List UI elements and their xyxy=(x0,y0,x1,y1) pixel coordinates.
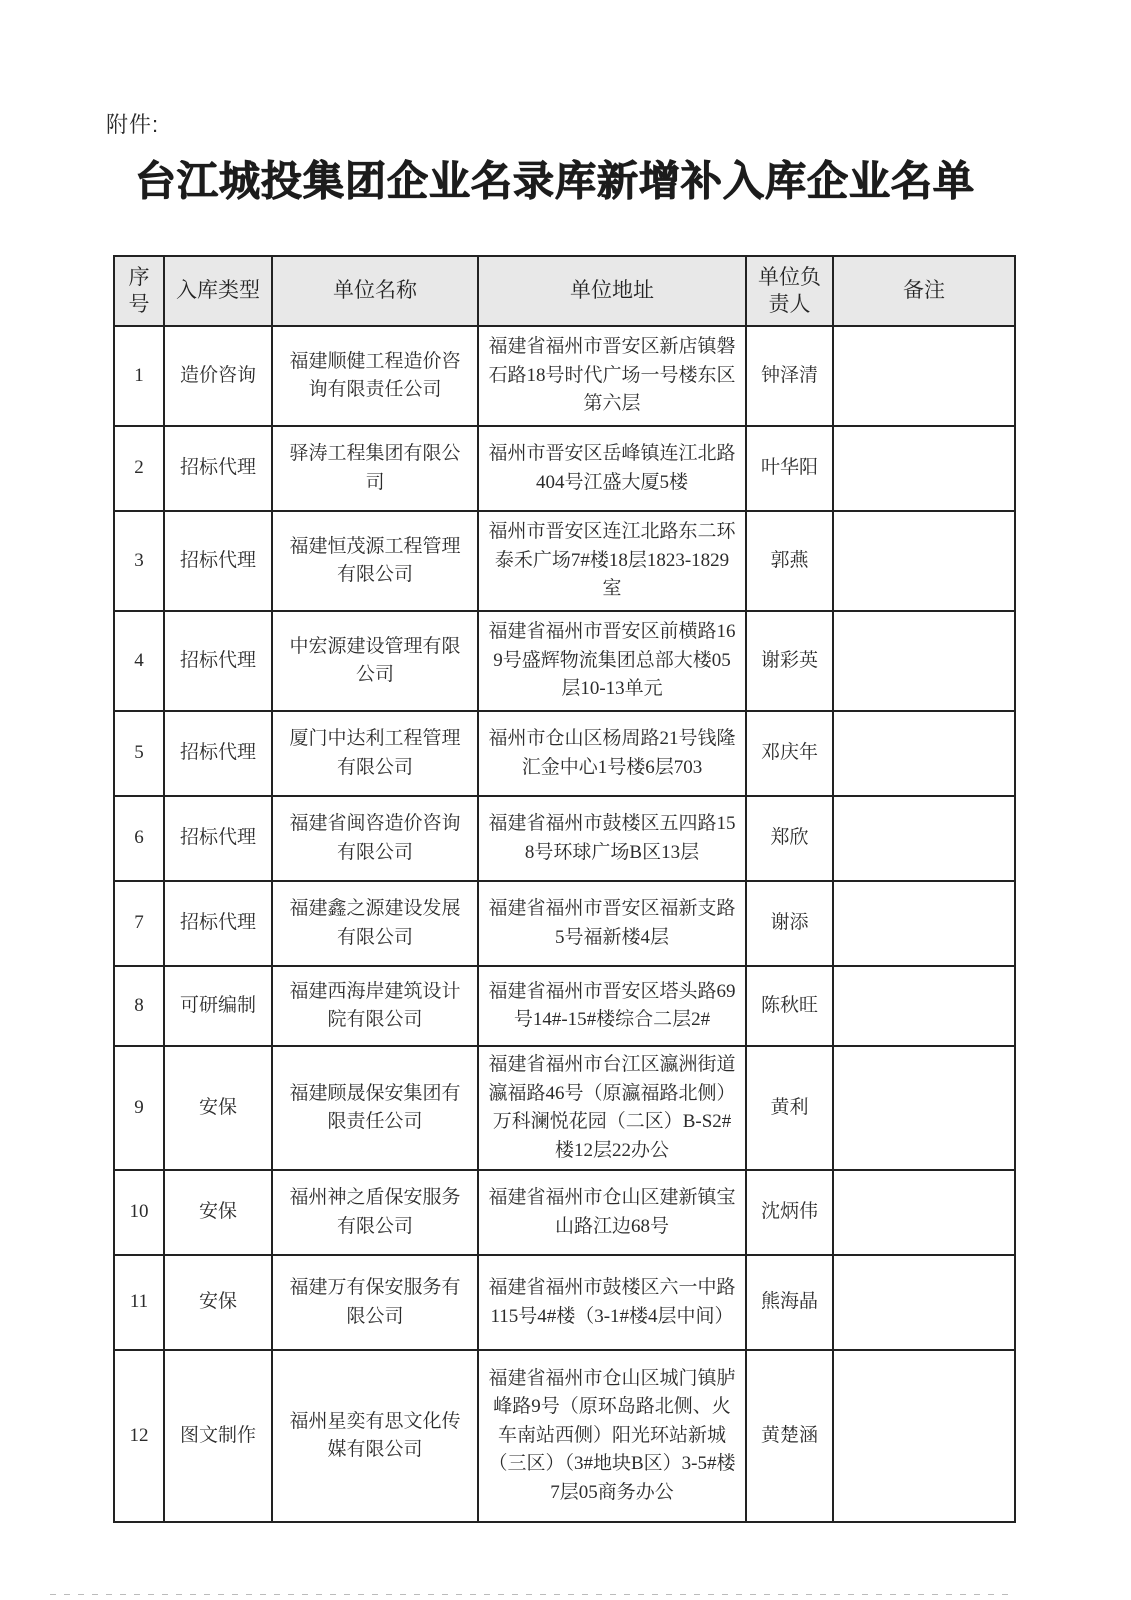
cell-unit-address: 福州市晋安区岳峰镇连江北路404号江盛大厦5楼 xyxy=(478,426,746,511)
cell-unit-address: 福建省福州市晋安区前横路169号盛辉物流集团总部大楼05层10-13单元 xyxy=(478,611,746,711)
cell-entry-type: 招标代理 xyxy=(164,796,272,881)
table-row xyxy=(114,511,1015,611)
cell-unit-address: 福建省福州市仓山区建新镇宝山路江边68号 xyxy=(478,1170,746,1255)
cell-unit-contact: 谢彩英 xyxy=(746,611,833,711)
cell-unit-address: 福州市仓山区杨周路21号钱隆汇金中心1号楼6层703 xyxy=(478,711,746,796)
cell-unit-address: 福州市晋安区连江北路东二环泰禾广场7#楼18层1823-1829室 xyxy=(478,511,746,611)
cell-remark xyxy=(833,966,1015,1046)
cell-unit-address: 福建省福州市晋安区新店镇磐石路18号时代广场一号楼东区第六层 xyxy=(478,326,746,426)
cell-unit-address: 福建省福州市台江区瀛洲街道瀛福路46号（原瀛福路北侧）万科澜悦花园（二区）B-S2#楼12层22办公 xyxy=(478,1046,746,1170)
header-cell: 备注 xyxy=(833,256,1015,326)
page-title: 台江城投集团企业名录库新增补入库企业名单 xyxy=(135,158,975,204)
cell-remark xyxy=(833,1255,1015,1350)
table-row xyxy=(114,611,1015,711)
cell-remark xyxy=(833,1046,1015,1170)
cell-entry-type: 造价咨询 xyxy=(164,326,272,426)
cell-remark xyxy=(833,611,1015,711)
scan-edge-artifact xyxy=(50,1594,1010,1595)
cell-unit-contact: 陈秋旺 xyxy=(746,966,833,1046)
cell-unit-contact: 黄利 xyxy=(746,1046,833,1170)
cell-unit-name: 福建顾晟保安集团有限责任公司 xyxy=(272,1046,478,1170)
cell-entry-type: 安保 xyxy=(164,1046,272,1170)
cell-row-number: 4 xyxy=(114,611,164,711)
cell-row-number: 5 xyxy=(114,711,164,796)
table-row xyxy=(114,796,1015,881)
cell-entry-type: 安保 xyxy=(164,1170,272,1255)
cell-unit-address: 福建省福州市鼓楼区五四路158号环球广场B区13层 xyxy=(478,796,746,881)
header-cell: 单位名称 xyxy=(272,256,478,326)
cell-unit-name: 福州星奕有思文化传媒有限公司 xyxy=(272,1350,478,1522)
cell-remark xyxy=(833,1170,1015,1255)
cell-entry-type: 招标代理 xyxy=(164,711,272,796)
table-row xyxy=(114,881,1015,966)
table-row xyxy=(114,1170,1015,1255)
table-row xyxy=(114,326,1015,426)
cell-unit-address: 福建省福州市晋安区塔头路69号14#-15#楼综合二层2# xyxy=(478,966,746,1046)
cell-entry-type: 安保 xyxy=(164,1255,272,1350)
cell-row-number: 6 xyxy=(114,796,164,881)
table-row xyxy=(114,1046,1015,1170)
cell-remark xyxy=(833,326,1015,426)
table-row xyxy=(114,426,1015,511)
cell-unit-name: 福建西海岸建筑设计院有限公司 xyxy=(272,966,478,1046)
cell-unit-address: 福建省福州市晋安区福新支路5号福新楼4层 xyxy=(478,881,746,966)
cell-row-number: 3 xyxy=(114,511,164,611)
attachment-label: 附件: xyxy=(106,112,160,137)
cell-remark xyxy=(833,881,1015,966)
cell-remark xyxy=(833,711,1015,796)
cell-unit-contact: 钟泽清 xyxy=(746,326,833,426)
cell-row-number: 7 xyxy=(114,881,164,966)
cell-entry-type: 招标代理 xyxy=(164,511,272,611)
cell-unit-contact: 邓庆年 xyxy=(746,711,833,796)
table-row xyxy=(114,1255,1015,1350)
cell-unit-contact: 叶华阳 xyxy=(746,426,833,511)
cell-unit-address: 福建省福州市仓山区城门镇胪峰路9号（原环岛路北侧、火车南站西侧）阳光环站新城（三区）（3#地块B区）3-5#楼7层05商务办公 xyxy=(478,1350,746,1522)
cell-row-number: 8 xyxy=(114,966,164,1046)
cell-unit-name: 驿涛工程集团有限公司 xyxy=(272,426,478,511)
cell-unit-contact: 郑欣 xyxy=(746,796,833,881)
cell-row-number: 2 xyxy=(114,426,164,511)
header-cell: 单位负责人 xyxy=(746,256,833,326)
table-row xyxy=(114,966,1015,1046)
cell-entry-type: 招标代理 xyxy=(164,426,272,511)
cell-unit-name: 福建省闽咨造价咨询有限公司 xyxy=(272,796,478,881)
cell-row-number: 11 xyxy=(114,1255,164,1350)
cell-remark xyxy=(833,1350,1015,1522)
cell-unit-name: 厦门中达利工程管理有限公司 xyxy=(272,711,478,796)
company-table-container xyxy=(113,255,1014,1523)
cell-entry-type: 图文制作 xyxy=(164,1350,272,1522)
cell-unit-address: 福建省福州市鼓楼区六一中路115号4#楼（3-1#楼4层中间） xyxy=(478,1255,746,1350)
cell-unit-name: 福建万有保安服务有限公司 xyxy=(272,1255,478,1350)
cell-remark xyxy=(833,426,1015,511)
cell-row-number: 1 xyxy=(114,326,164,426)
cell-entry-type: 招标代理 xyxy=(164,881,272,966)
cell-row-number: 12 xyxy=(114,1350,164,1522)
table-row xyxy=(114,1350,1015,1522)
cell-unit-name: 福建顺健工程造价咨询有限责任公司 xyxy=(272,326,478,426)
cell-unit-name: 中宏源建设管理有限公司 xyxy=(272,611,478,711)
table-body xyxy=(114,326,1015,1522)
cell-row-number: 10 xyxy=(114,1170,164,1255)
header-cell: 单位地址 xyxy=(478,256,746,326)
header-cell: 序号 xyxy=(114,256,164,326)
cell-unit-contact: 熊海晶 xyxy=(746,1255,833,1350)
company-table xyxy=(113,255,1016,1523)
header-cell: 入库类型 xyxy=(164,256,272,326)
cell-unit-contact: 谢添 xyxy=(746,881,833,966)
cell-unit-name: 福州神之盾保安服务有限公司 xyxy=(272,1170,478,1255)
cell-unit-name: 福建恒茂源工程管理有限公司 xyxy=(272,511,478,611)
cell-unit-contact: 沈炳伟 xyxy=(746,1170,833,1255)
cell-unit-contact: 黄楚涵 xyxy=(746,1350,833,1522)
cell-unit-name: 福建鑫之源建设发展有限公司 xyxy=(272,881,478,966)
cell-unit-contact: 郭燕 xyxy=(746,511,833,611)
cell-row-number: 9 xyxy=(114,1046,164,1170)
cell-entry-type: 可研编制 xyxy=(164,966,272,1046)
cell-entry-type: 招标代理 xyxy=(164,611,272,711)
table-row xyxy=(114,711,1015,796)
header-row xyxy=(114,256,1015,326)
cell-remark xyxy=(833,796,1015,881)
cell-remark xyxy=(833,511,1015,611)
